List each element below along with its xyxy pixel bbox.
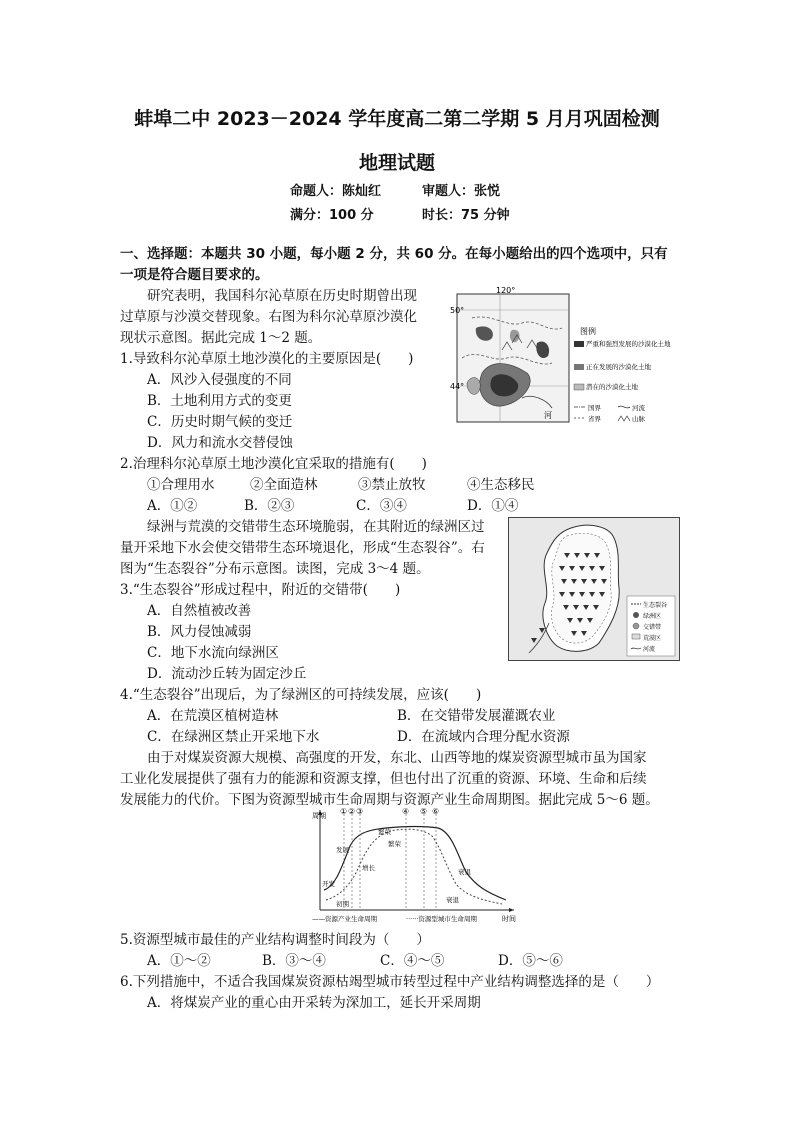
q2-item-2: ②全面造林 (250, 477, 318, 493)
reviewer-label: 审题人：张悦 (422, 184, 501, 199)
passage1-line3: 现状示意图。据此完成 1～2 题。 (120, 330, 322, 346)
page-subtitle: 地理试题 (358, 152, 435, 174)
section-heading-line1: 一、选择题：本题共 30 小题，每小题 2 分，共 60 分。在每小题给出的四个选项中，只有 (120, 246, 668, 262)
chart-stage-growth2: 增长 (362, 864, 375, 872)
q2-option-a: A．①② (147, 498, 198, 514)
q2-stem: 2.治理科尔沁草原土地沙漠化宜采取的措施有( ) (120, 456, 427, 472)
chart-stage-prosper2: 繁荣 (388, 840, 401, 848)
map1-legend-severe: 严重和强烈发展的沙漠化土地 (586, 340, 671, 348)
map1-lat50: 50° (450, 306, 465, 315)
setter-label: 命题人：陈灿红 (290, 184, 382, 199)
ecological-rift-map (508, 517, 680, 661)
map1-legend-river: 河流 (632, 404, 645, 412)
passage3-line2: 工业化发展提供了强有力的能源和资源支撑，但也付出了沉重的资源、环境、生命和后续 (120, 771, 647, 787)
passage2-line2: 量开采地下水会使交错带生态环境退化，形成“生态裂谷”。右 (120, 540, 485, 556)
passage1-line1: 研究表明，我国科尔沁草原在历史时期曾出现 (147, 288, 417, 304)
chart-legend-solid: ——资源产业生命周期 (312, 915, 377, 923)
q4-stem: 4.“生态裂谷”出现后，为了绿洲区的可持续发展，应该( ) (120, 687, 482, 703)
passage3-line1: 由于对煤炭资源大规模、高强度的开发，东北、山西等地的煤炭资源型城市虽为国家 (147, 750, 647, 766)
q2-item-4: ④生态移民 (467, 477, 535, 493)
q3-stem: 3.“生态裂谷”形成过程中，附近的交错带( ) (120, 582, 401, 598)
map2-legend-ecotone: 交错带 (643, 624, 662, 631)
q4-option-b: B．在交错带发展灌溉农业 (397, 708, 556, 724)
q1-option-a: A．风沙入侵强度的不同 (147, 372, 292, 388)
q6-option-a: A．将煤炭产业的重心由开采转为深加工，延长开采周期 (147, 995, 481, 1011)
q3-option-c: C．地下水流向绿洲区 (147, 645, 279, 661)
q2-item-1: ①合理用水 (147, 477, 215, 493)
q2-option-b: B．②③ (244, 498, 295, 514)
passage2-line3: 图为“生态裂谷”分布示意图。读图，完成 3～4 题。 (120, 561, 430, 577)
map1-legend-developing: 正在发展的沙漠化土地 (586, 363, 651, 371)
q5-option-d: D．⑤～⑥ (498, 953, 563, 969)
passage1-line2: 过草原与沙漠交替现象。右图为科尔沁草原沙漠化 (120, 309, 417, 325)
q1-stem: 1.导致科尔沁草原土地沙漠化的主要原因是( ) (120, 351, 414, 367)
q3-option-d: D．流动沙丘转为固定沙丘 (147, 666, 307, 682)
chart-legend-dash: ······资源型城市生命周期 (406, 915, 477, 923)
q1-option-b: B．土地利用方式的变更 (147, 393, 292, 409)
horqin-desertification-map (452, 288, 678, 428)
q4-option-a: A．在荒漠区植树造林 (147, 708, 279, 724)
life-cycle-chart (306, 806, 520, 924)
q2-option-d: D．①④ (467, 498, 519, 514)
chart-xlabel: 时间 (502, 915, 516, 923)
q2-item-3: ③禁止放牧 (358, 477, 426, 493)
map2-legend-rift: 生态裂谷 (643, 602, 668, 609)
map1-longitude: 120° (496, 286, 516, 295)
chart-marker-2: ② (348, 807, 356, 816)
map1-legend-mountain: 山脉 (632, 415, 645, 423)
section-heading-line2: 一项是符合题目要求的。 (120, 267, 269, 283)
map1-legend-province: 省界 (588, 415, 601, 423)
q3-option-b: B．风力侵蚀减弱 (147, 624, 252, 640)
q2-option-c: C．③④ (356, 498, 407, 514)
map2-legend-river: 河流 (643, 646, 656, 653)
chart-marker-5: ⑤ (420, 807, 428, 816)
map1-legend-potential: 潜在的沙漠化土地 (586, 383, 638, 391)
map1-legend-border: 国界 (588, 404, 601, 412)
chart-stage-decline2: 衰退 (446, 896, 459, 904)
map1-legend-title: 图例 (580, 327, 596, 336)
chart-marker-1: ① (340, 807, 348, 816)
q5-stem: 5.资源型城市最佳的产业结构调整时间段为（ ） (120, 932, 430, 948)
map1-lat44: 44° (450, 382, 465, 391)
passage2-line1: 绿洲与荒漠的交错带生态环境脆弱，在其附近的绿洲区过 (147, 519, 485, 535)
page-title: 蚌埠二中 2023－2024 学年度高二第二学期 5 月月巩固检测 (134, 108, 660, 130)
q3-option-a: A．自然植被改善 (147, 603, 252, 619)
chart-marker-4: ④ (402, 807, 410, 816)
score-label: 满分：100 分 (290, 208, 374, 223)
chart-stage-prosper: 繁荣 (378, 828, 391, 836)
chart-stage-develop: 开发 (322, 880, 335, 888)
q4-option-c: C．在绿洲区禁止开采地下水 (147, 729, 320, 745)
q4-option-d: D．在流域内合理分配水资源 (397, 729, 570, 745)
chart-marker-3: ③ (356, 807, 364, 816)
chart-marker-6: ⑥ (432, 807, 440, 816)
q1-option-c: C．历史时期气候的变迁 (147, 414, 293, 430)
map2-legend-oasis: 绿洲区 (643, 613, 662, 620)
duration-label: 时长：75 分钟 (422, 208, 510, 223)
q5-option-b: B．③～④ (262, 953, 326, 969)
chart-stage-initial: 初期 (336, 900, 349, 908)
q5-option-a: A．①～② (147, 953, 211, 969)
q5-option-c: C．④～⑤ (380, 953, 445, 969)
map1-river-label: 河 (544, 411, 552, 420)
q6-stem: 6.下列措施中，不适合我国煤炭资源枯竭型城市转型过程中产业结构调整选择的是（ ） (120, 974, 660, 990)
q1-option-d: D．风力和流水交替侵蚀 (147, 435, 293, 451)
passage3-line3: 发展能力的代价。下图为资源型城市生命周期与资源产业生命周期图。据此完成 5～6 题。 (120, 792, 659, 808)
chart-stage-decline: 衰退 (458, 868, 471, 876)
map2-legend-desert: 荒漠区 (643, 635, 662, 642)
chart-ylabel-1: 周期 (312, 812, 326, 820)
chart-stage-growth: 发展 (336, 846, 349, 854)
